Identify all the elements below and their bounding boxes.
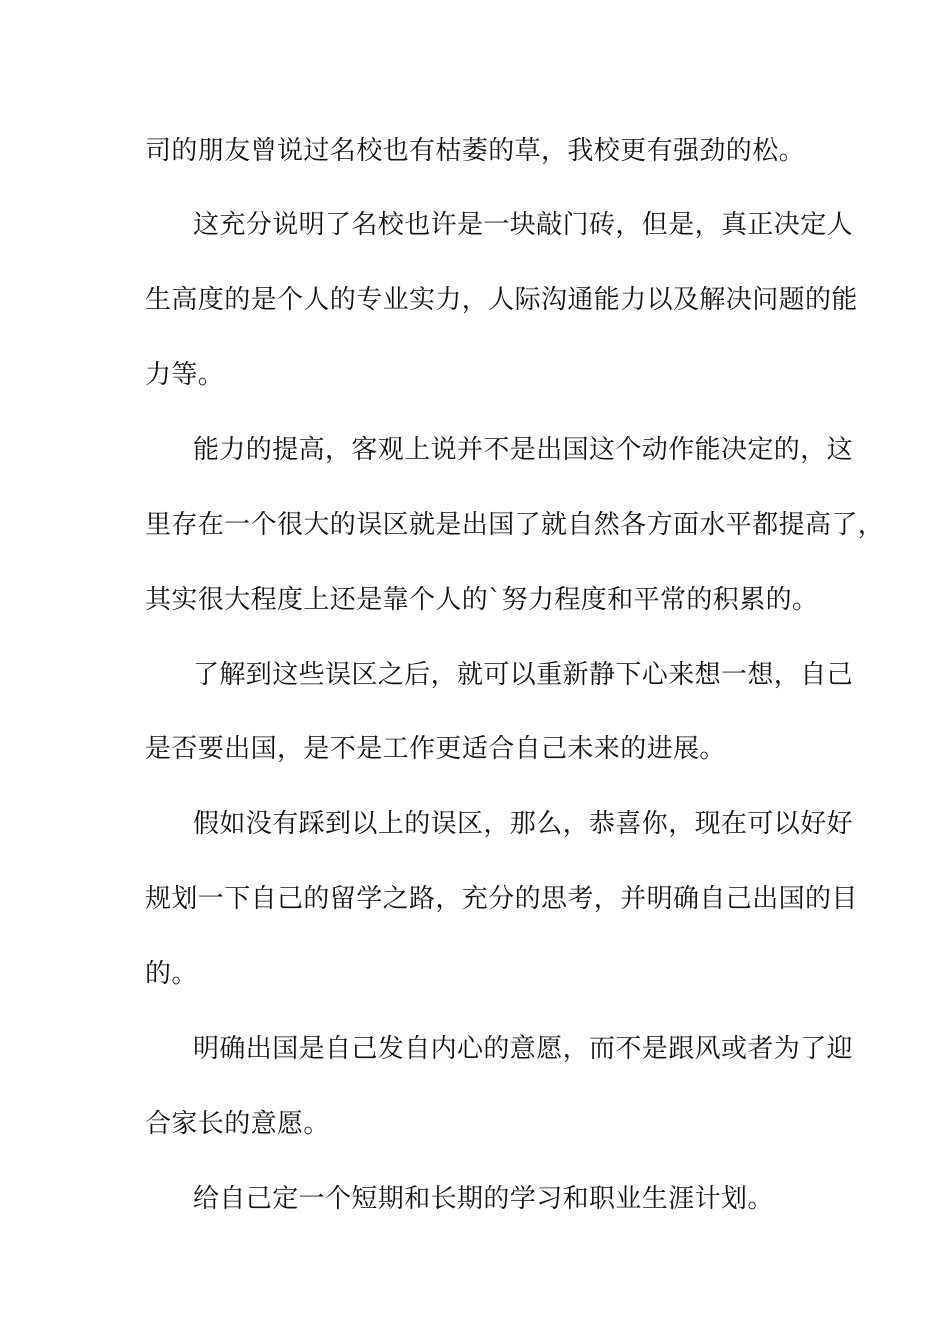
paragraph-start-line: 给自己定一个短期和长期的学习和职业生涯计划。 [193, 1184, 774, 1214]
text-line: 合家长的意愿。 [145, 1109, 330, 1139]
text-line: 其实很大程度上还是靠个人的`努力程度和平常的积累的。 [145, 585, 819, 615]
text-line: 里存在一个很大的误区就是出国了就自然各方面水平都提高了， [145, 510, 885, 540]
paragraph-start-line: 明确出国是自己发自内心的意愿，而不是跟风或者为了迎 [193, 1034, 854, 1064]
paragraph-start-line: 了解到这些误区之后，就可以重新静下心来想一想，自己 [193, 660, 854, 690]
paragraph-start-line: 能力的提高，客观上说并不是出国这个动作能决定的，这 [193, 435, 854, 465]
text-line: 的。 [145, 959, 198, 989]
text-line: 规划一下自己的留学之路，充分的思考，并明确自己出国的目 [145, 884, 858, 914]
text-line: 生高度的是个人的专业实力，人际沟通能力以及解决问题的能 [145, 285, 858, 315]
paragraph-start-line: 假如没有踩到以上的误区，那么，恭喜你，现在可以好好 [193, 809, 854, 839]
text-line: 司的朋友曾说过名校也有枯萎的草，我校更有强劲的松。 [145, 136, 806, 166]
text-line: 力等。 [145, 360, 225, 390]
text-line: 是否要出国，是不是工作更适合自己未来的进展。 [145, 734, 726, 764]
paragraph-start-line: 这充分说明了名校也许是一块敲门砖，但是，真正决定人 [193, 210, 854, 240]
